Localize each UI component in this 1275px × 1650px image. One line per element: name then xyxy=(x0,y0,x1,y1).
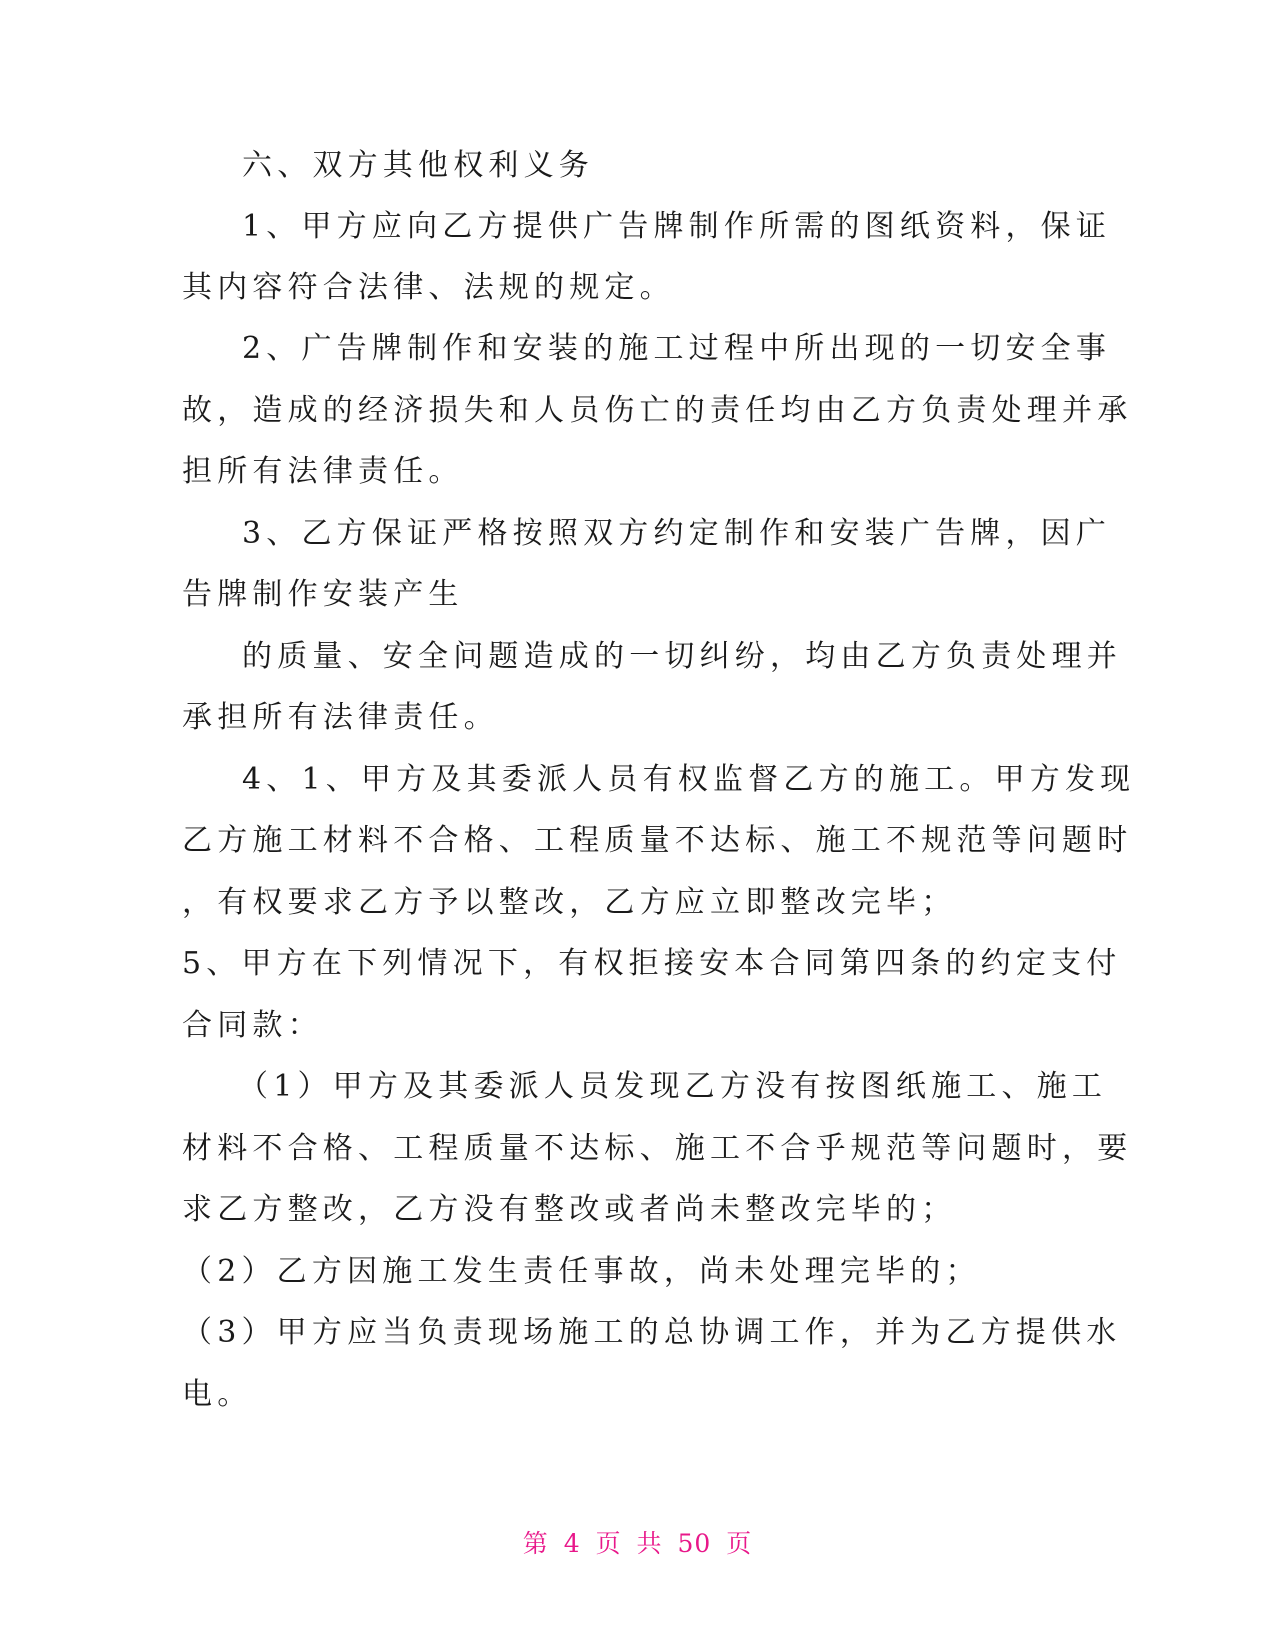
paragraph-line: 承担所有法律责任。 xyxy=(182,700,499,735)
paragraph-line: （2）乙方因施工发生责任事故，尚未处理完毕的； xyxy=(182,1254,981,1289)
paragraph-line: 4、1、甲方及其委派人员有权监督乙方的施工。甲方发现 xyxy=(242,762,1136,797)
paragraph-line: 担所有法律责任。 xyxy=(182,454,464,489)
paragraph-line: 5、甲方在下列情况下，有权拒接安本合同第四条的约定支付 xyxy=(182,946,1122,981)
paragraph-line: 3、乙方保证严格按照双方约定制作和安装广告牌，因广 xyxy=(242,516,1112,551)
page-number-footer: 第 4 页 共 50 页 xyxy=(522,1529,753,1558)
paragraph-line: 告牌制作安装产生 xyxy=(182,577,464,612)
section-heading: 六、双方其他权利义务 xyxy=(242,148,594,183)
paragraph-line: 2、广告牌制作和安装的施工过程中所出现的一切安全事 xyxy=(242,331,1112,366)
paragraph-line: 故，造成的经济损失和人员伤亡的责任均由乙方负责处理并承 xyxy=(182,393,1133,428)
paragraph-line: 的质量、安全问题造成的一切纠纷，均由乙方负责处理并 xyxy=(242,639,1122,674)
paragraph-line: 乙方施工材料不合格、工程质量不达标、施工不规范等问题时 xyxy=(182,823,1133,858)
paragraph-line: 材料不合格、工程质量不达标、施工不合乎规范等问题时，要 xyxy=(182,1131,1133,1166)
paragraph-line: ，有权要求乙方予以整改，乙方应立即整改完毕； xyxy=(182,885,957,920)
paragraph-line: 求乙方整改，乙方没有整改或者尚未整改完毕的； xyxy=(182,1192,957,1227)
paragraph-line: 其内容符合法律、法规的规定。 xyxy=(182,270,675,305)
paragraph-line: （1）甲方及其委派人员发现乙方没有按图纸施工、施工 xyxy=(238,1069,1108,1104)
paragraph-line: 1、甲方应向乙方提供广告牌制作所需的图纸资料，保证 xyxy=(242,209,1112,244)
paragraph-line: （3）甲方应当负责现场施工的总协调工作，并为乙方提供水 xyxy=(182,1315,1122,1350)
paragraph-line: 电。 xyxy=(182,1377,253,1412)
paragraph-line: 合同款： xyxy=(182,1008,323,1043)
